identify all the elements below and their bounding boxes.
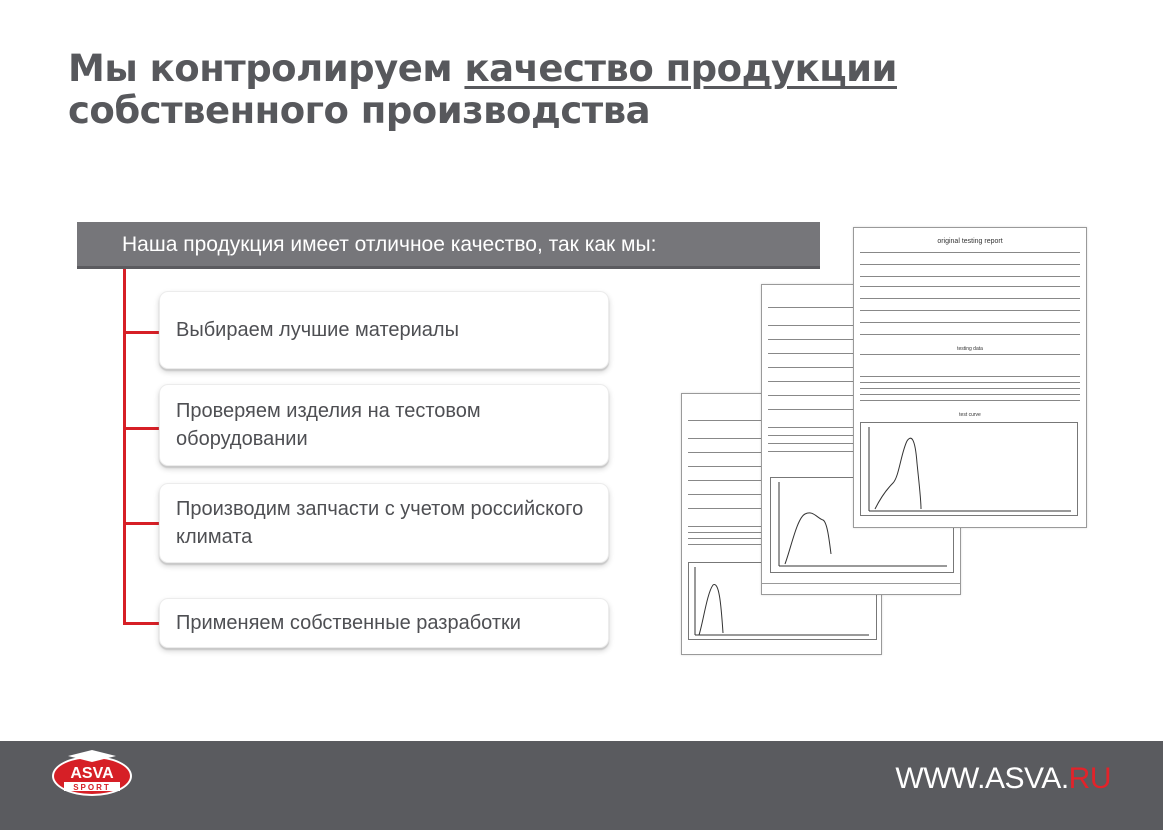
connector-branch-4 [123,622,160,625]
asva-logo [50,748,136,800]
feature-text-3: Производим запчасти с учетом российского климата [176,498,584,548]
feature-text-1: Выбираем лучшие материалы [176,319,459,341]
website-url-main: WWW.ASVA. [895,762,1069,795]
test-report-document-front [853,227,1087,528]
connector-vertical-line [123,269,126,623]
title-prefix: Мы контролируем [68,47,465,90]
feature-card-1 [159,291,609,369]
connector-branch-3 [123,522,160,525]
report-section-curve: test curve [959,412,981,418]
connector-branch-2 [123,427,160,430]
feature-card-3 [159,483,609,563]
test-curve-chart-3 [861,423,1077,515]
title-line-2: собственного производства [68,89,651,132]
svg-text:SPORT: SPORT [73,783,111,792]
website-url-accent: RU [1068,762,1111,795]
section-banner: Наша продукция имеет отличное качество, так как мы: [77,222,820,269]
page-title [68,48,897,132]
svg-text:ASVA: ASVA [70,765,114,782]
report-section-data: testing data [957,346,983,352]
report-title: original testing report [937,238,1003,245]
title-underlined: качество продукции [464,47,897,90]
feature-text-4: Применяем собственные разработки [176,612,521,634]
feature-card-4 [159,598,609,648]
website-link[interactable] [895,762,1111,796]
title-line-1 [68,48,897,90]
connector-branch-1 [123,331,160,334]
asva-logo-icon [50,748,136,800]
feature-text-2: Проверяем изделия на тестовом оборудовании [176,400,481,450]
feature-card-2 [159,384,609,466]
